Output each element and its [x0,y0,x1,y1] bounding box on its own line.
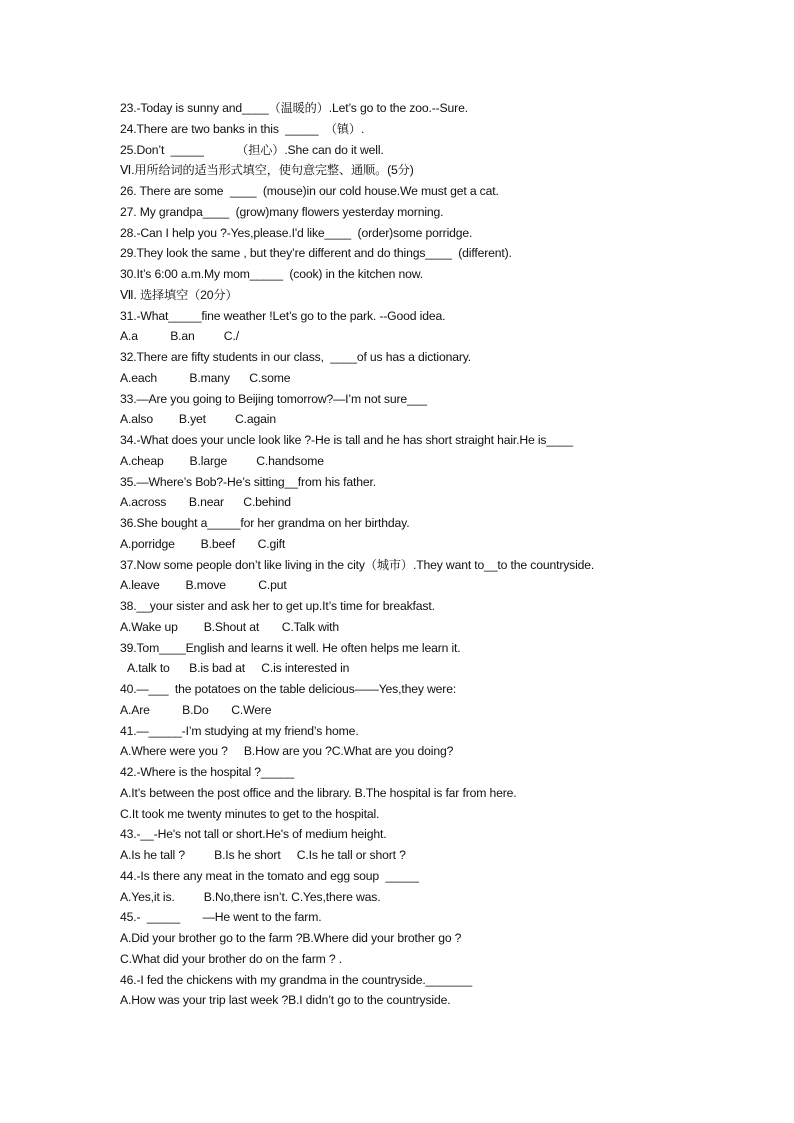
question-27: 27. My grandpa____ (grow)many flowers yesterday morning. [120,204,444,219]
question-35: 35.—Where’s Bob?-He’s sitting__from his father. [120,474,377,489]
question-44-options: A.Yes,it is. B.No,there isn’t. C.Yes,there was. [120,889,381,904]
question-26: 26. There are some ____ (mouse)in our cold house.We must get a cat. [120,184,499,198]
question-29: 29.They look the same , but they’re different and do things____ (different). [120,246,512,261]
question-45-options-ab: A.Did your brother go to the farm ?B.Where did your brother go ? [120,931,462,945]
question-33: 33.—Are you going to Beijing tomorrow?—I’m not sure___ [120,391,427,406]
question-31-options: A.a B.an C./ [120,329,239,344]
section-7-heading: Ⅶ. 选择填空（20分） [120,287,238,302]
question-34-options: A.cheap B.large C.handsome [120,453,324,468]
question-42: 42.-Where is the hospital ?_____ [120,765,295,779]
question-39-options: A.talk to B.is bad at C.is interested in [127,661,350,676]
question-43-options: A.Is he tall ? B.Is he short C.Is he tall or short ? [120,848,406,862]
question-40: 40.—___ the potatoes on the table delicious——Yes,they were: [120,682,457,696]
question-44: 44.-Is there any meat in the tomato and egg soup _____ [120,868,419,883]
question-34: 34.-What does your uncle look like ?-He is tall and he has short straight hair.He is____ [120,433,573,447]
question-31: 31.-What_____fine weather !Let’s go to the park. --Good idea. [120,308,446,323]
question-41-options: A.Where were you ? B.How are you ?C.What are you doing? [120,744,454,759]
question-45-option-c: C.What did your brother do on the farm ? . [120,951,342,966]
question-41: 41.—_____-I’m studying at my friend’s home. [120,723,359,738]
question-30: 30.It’s 6:00 a.m.My mom_____ (cook) in the kitchen now. [120,267,423,281]
question-39: 39.Tom____English and learns it well. He often helps me learn it. [120,640,461,655]
question-36-options: A.porridge B.beef C.gift [120,536,286,551]
question-33-options: A.also B.yet C.again [120,412,276,427]
question-37: 37.Now some people don’t like living in the city（城市）.They want to__to the countryside. [120,557,595,572]
question-40-options: A.Are B.Do C.Were [120,702,272,717]
question-46-options: A.How was your trip last week ?B.I didn’t go to the countryside. [120,993,451,1008]
question-24: 24.There are two banks in this _____ （镇）. [120,121,365,136]
question-45: 45.- _____ —He went to the farm. [120,910,322,925]
question-32-options: A.each B.many C.some [120,370,291,385]
question-28: 28.-Can I help you ?-Yes,please.I'd like____ (order)some porridge. [120,225,473,240]
question-32: 32.There are fifty students in our class, ____of us has a dictionary. [120,350,472,364]
question-38: 38.__your sister and ask her to get up.It’s time for breakfast. [120,599,435,613]
question-42-option-c: C.It took me twenty minutes to get to the hospital. [120,806,380,821]
question-list [120,98,740,1011]
question-37-options: A.leave B.move C.put [120,578,287,593]
question-25: 25.Don’t _____ （担心）.She can do it well. [120,142,384,157]
question-38-options: A.Wake up B.Shout at C.Talk with [120,619,340,634]
question-23: 23.-Today is sunny and____（温暖的）.Let’s go to the zoo.--Sure. [120,101,468,115]
question-36: 36.She bought a_____for her grandma on her birthday. [120,516,410,530]
question-43: 43.-__-He's not tall or short.He's of medium height. [120,827,387,842]
question-42-options-ab: A.It’s between the post office and the library. B.The hospital is far from here. [120,785,517,800]
question-35-options: A.across B.near C.behind [120,495,291,510]
question-46: 46.-I fed the chickens with my grandma in the countryside._______ [120,972,473,987]
section-6-heading: Ⅵ.用所给词的适当形式填空，使句意完整、通顺。(5分) [120,163,414,178]
